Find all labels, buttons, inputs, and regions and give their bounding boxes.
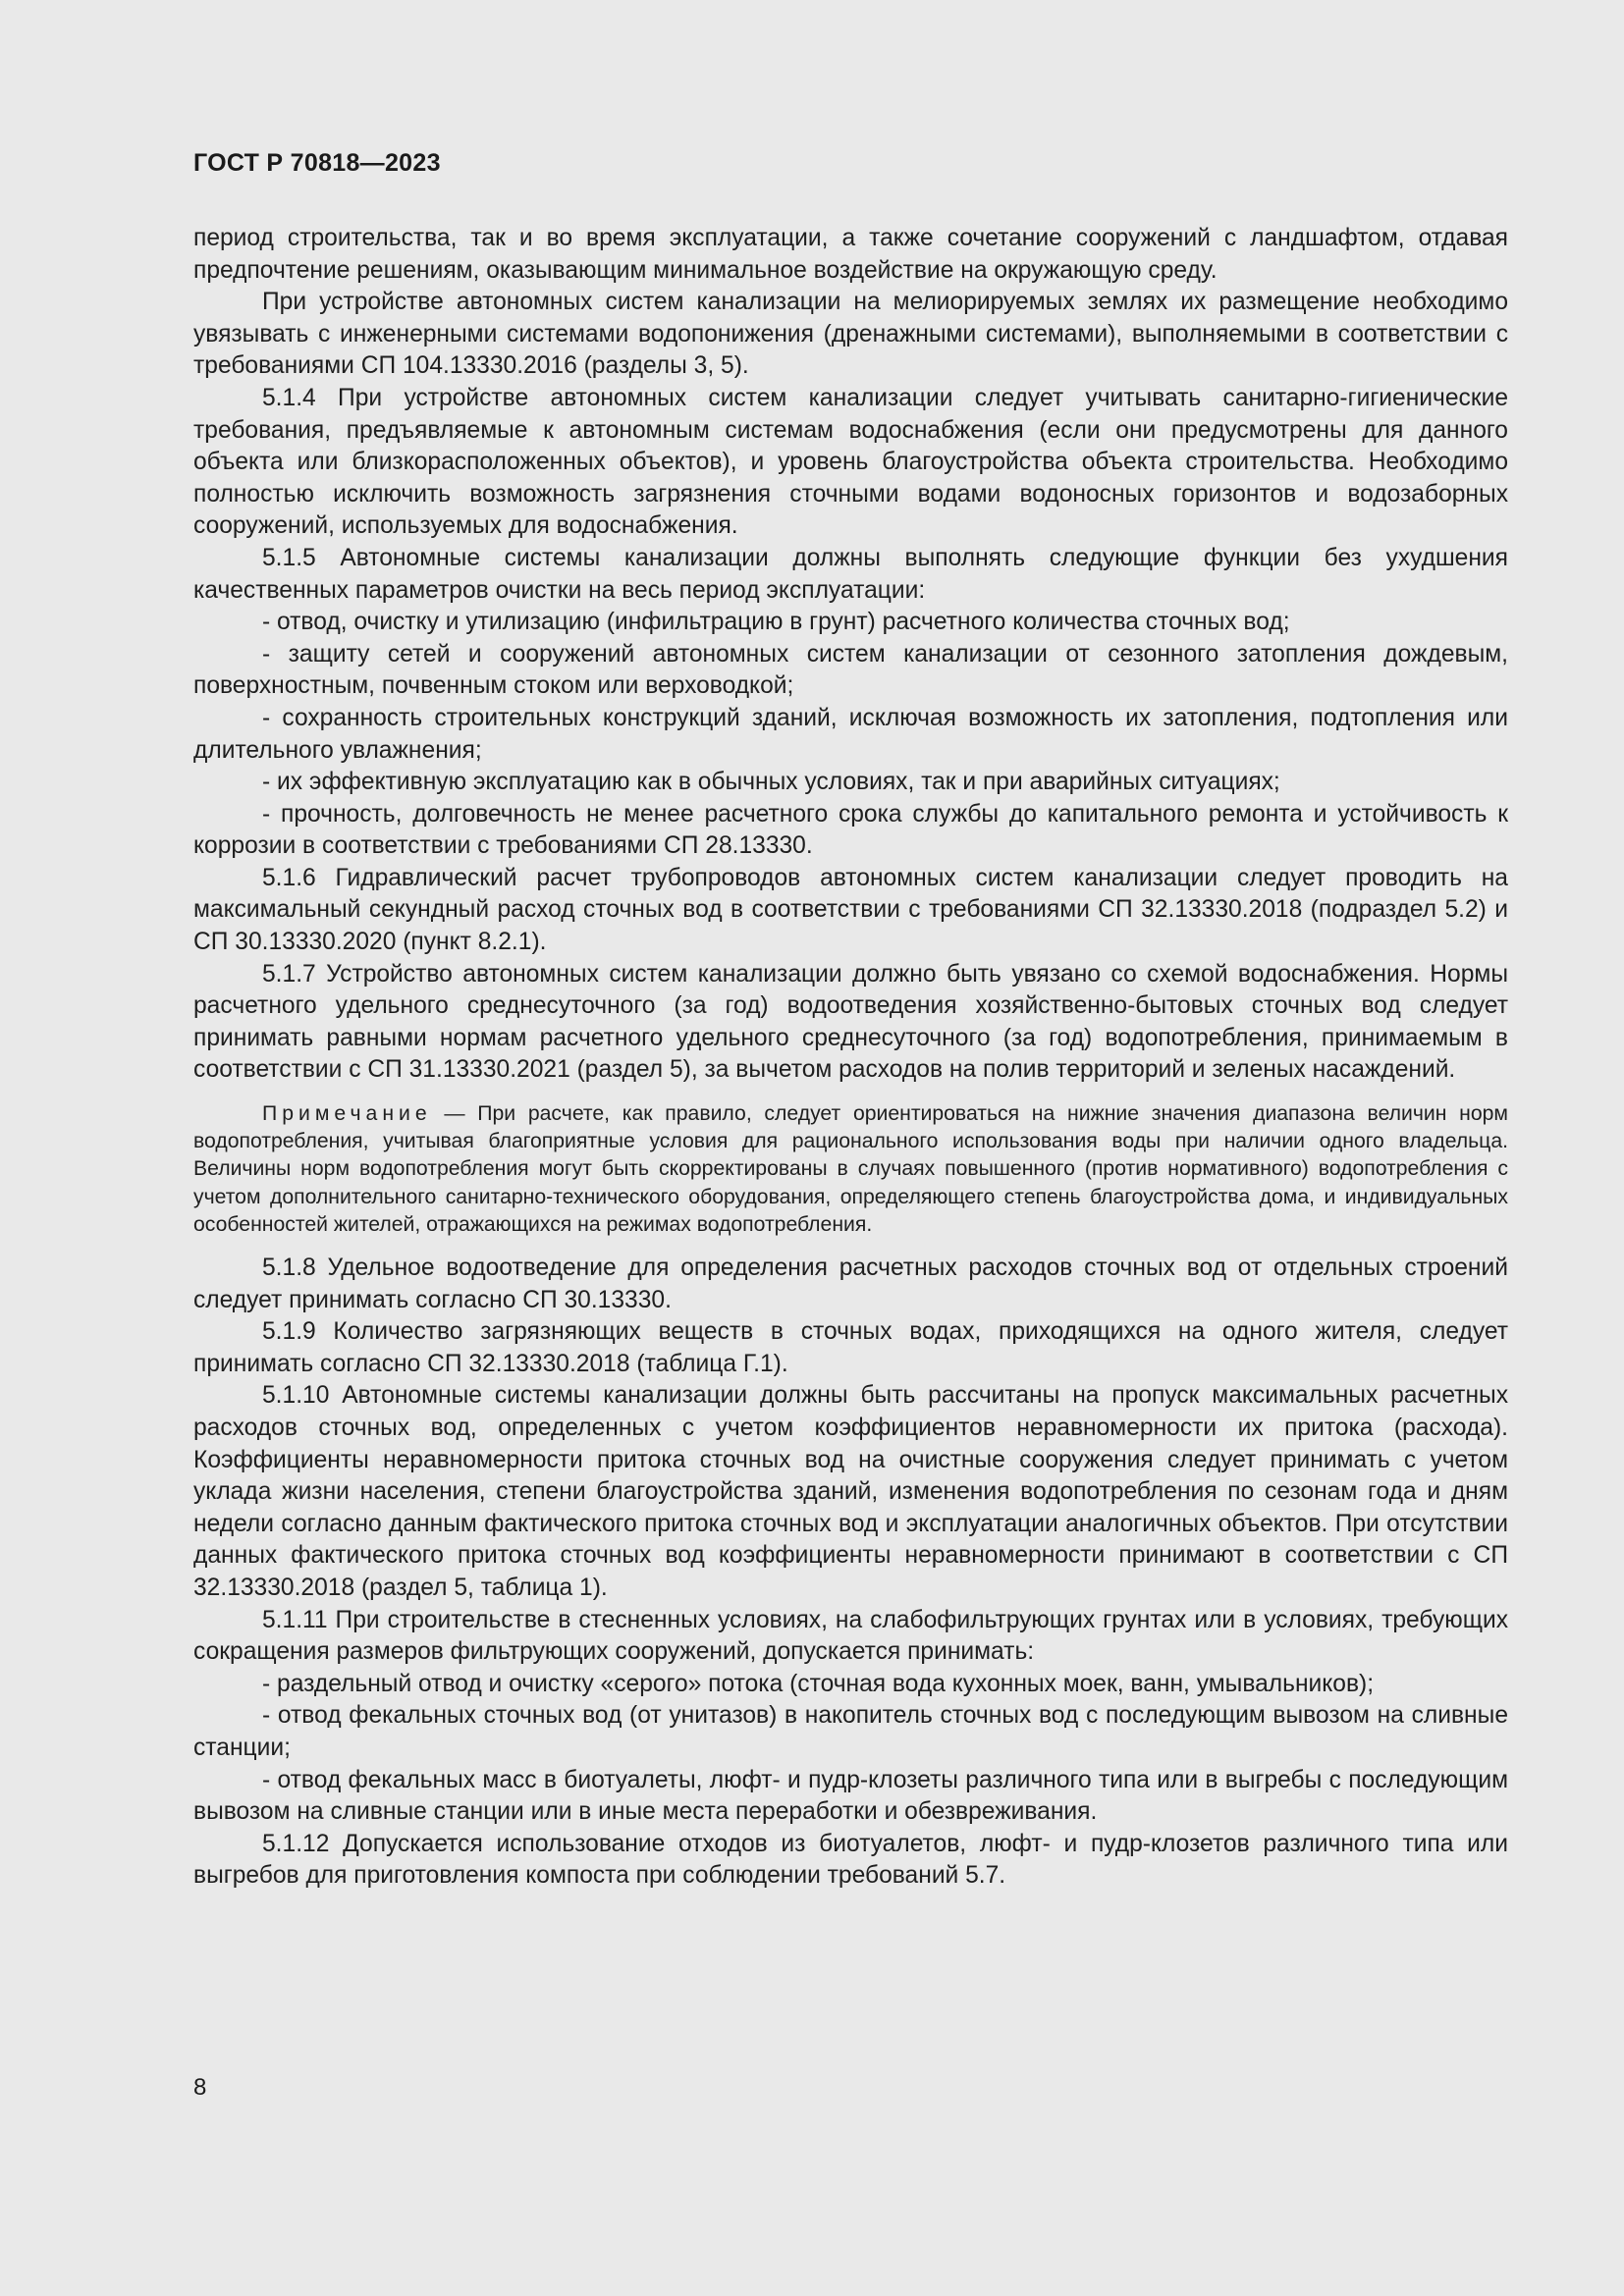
list-item: - отвод фекальных сточных вод (от унитазов) в накопитель сточных вод с последующим вывозом на сливные станции; [193,1702,1508,1761]
clause-5-1-8: 5.1.8 Удельное водоотведение для определения расчетных расходов сточных вод от отдельных строений следует принимать согласно СП 30.13330. [193,1255,1508,1313]
list-item: - прочность, долговечность не менее расчетного срока службы до капитального ремонта и устойчивость к коррозии в соответствии с требованиями СП 28.13330. [193,800,1508,860]
clause-5-1-5: 5.1.5 Автономные системы канализации должны выполнять следующие функции без ухудшения качественных параметров очистки на весь период эксплуатации: [193,544,1508,604]
clause-5-1-4: 5.1.4 При устройстве автономных систем канализации следует учитывать санитарно-гигиенические требования, предъявляемые к автономным системам водоснабжения (если они предусмотрены для данного объекта или близкорасположенных объектов), и уровень благоустройства объекта строительства. Необходимо полностью исключить возможность загрязнения сточными водами водоносных горизонтов и водозаборных сооружений, используемых для водоснабжения. [193,384,1508,540]
body-text [193,223,1508,1893]
list-item: - раздельный отвод и очистку «серого» потока (сточная вода кухонных моек, ванн, умывальников); [262,1670,1375,1697]
clause-5-1-6: 5.1.6 Гидравлический расчет трубопроводов автономных систем канализации следует проводить на максимальный секундный расход сточных вод в соответствии с требованиями СП 32.13330.2018 (подраздел 5.2) и СП 30.13330.2020 (пункт 8.2.1). [193,864,1508,956]
clause-5-1-11: 5.1.11 При строительстве в стесненных условиях, на слабофильтрующих грунтах или в условиях, требующих сокращения размеров фильтрующих сооружений, допускается принимать: [193,1606,1508,1666]
list-item: - защиту сетей и сооружений автономных систем канализации от сезонного затопления дождевым, поверхностным, почвенным стоком или верховодкой; [193,640,1508,700]
paragraph-continuation: период строительства, так и во время эксплуатации, а также сочетание сооружений с ландшафтом, отдавая предпочтение решениям, оказывающим минимальное воздействие на окружающую среду. [193,225,1508,284]
list-item: - сохранность строительных конструкций зданий, исключая возможность их затопления, подтопления или длительного увлажнения; [193,704,1508,764]
list-item: - отвод, очистку и утилизацию (инфильтрацию в грунт) расчетного количества сточных вод; [262,609,1290,636]
clause-5-1-7: 5.1.7 Устройство автономных систем канализации должно быть увязано со схемой водоснабжения. Нормы расчетного удельного среднесуточного (за год) водоотведения хозяйственно-бытовых сточных вод следует принимать равными нормам расчетного удельного среднесуточного (за год) водопотребления, принимаемым в соответствии с СП 31.13330.2021 (раздел 5), за вычетом расходов на полив территорий и зеленых насаждений. [193,960,1508,1084]
clause-5-1-12: 5.1.12 Допускается использование отходов из биотуалетов, люфт- и пудр-клозетов различного типа или выгребов для приготовления компоста при соблюдении требований 5.7. [193,1830,1508,1890]
note [193,1100,1508,1239]
note-label: Примечание [262,1102,432,1126]
clause-5-1-10: 5.1.10 Автономные системы канализации должны быть рассчитаны на пропуск максимальных расчетных расходов сточных вод, определенных с учетом коэффициентов неравномерности их притока (расхода). Коэффициенты неравномерности притока сточных вод на очистные сооружения следует принимать с учетом уклада жизни населения, степени благоустройства зданий, изменения водопотребления по сезонам года и дням недели согласно данным фактического притока сточных вод и эксплуатации аналогичных объектов. При отсутствии данных фактического притока сточных вод коэффициенты неравномерности принимают в соответствии с СП 32.13330.2018 (раздел 5, таблица 1). [193,1382,1508,1601]
list-item: - их эффективную эксплуатацию как в обычных условиях, так и при аварийных ситуациях; [262,769,1280,796]
standard-designation: ГОСТ Р 70818—2023 [193,149,441,177]
paragraph: При устройстве автономных систем канализации на мелиорируемых землях их размещение необходимо увязывать с инженерными системами водопонижения (дренажными системами), выполняемыми в соответствии с требованиями СП 104.13330.2016 (разделы 3, 5). [193,289,1508,380]
page-number: 8 [193,2074,207,2101]
clause-5-1-9: 5.1.9 Количество загрязняющих веществ в сточных водах, приходящихся на одного жителя, следует принимать согласно СП 32.13330.2018 (таблица Г.1). [193,1318,1508,1377]
list-item: - отвод фекальных масс в биотуалеты, люфт- и пудр-клозеты различного типа или в выгребы с последующим вывозом на сливные станции или в иные места переработки и обезвреживания. [193,1766,1508,1826]
note-text: — При расчете, как правило, следует ориентироваться на нижние значения диапазона величин норм водопотребления, учитывая благоприятные условия для рационального использования воды при наличии одного владельца. Величины норм водопотребления могут быть скорректированы в случаях повышенного (против нормативного) водопотребления с учетом дополнительного санитарно-технического оборудования, определяющего степень благоустройства дома, и индивидуальных особенностей жителей, отражающихся на режимах водопотребления. [193,1102,1508,1236]
